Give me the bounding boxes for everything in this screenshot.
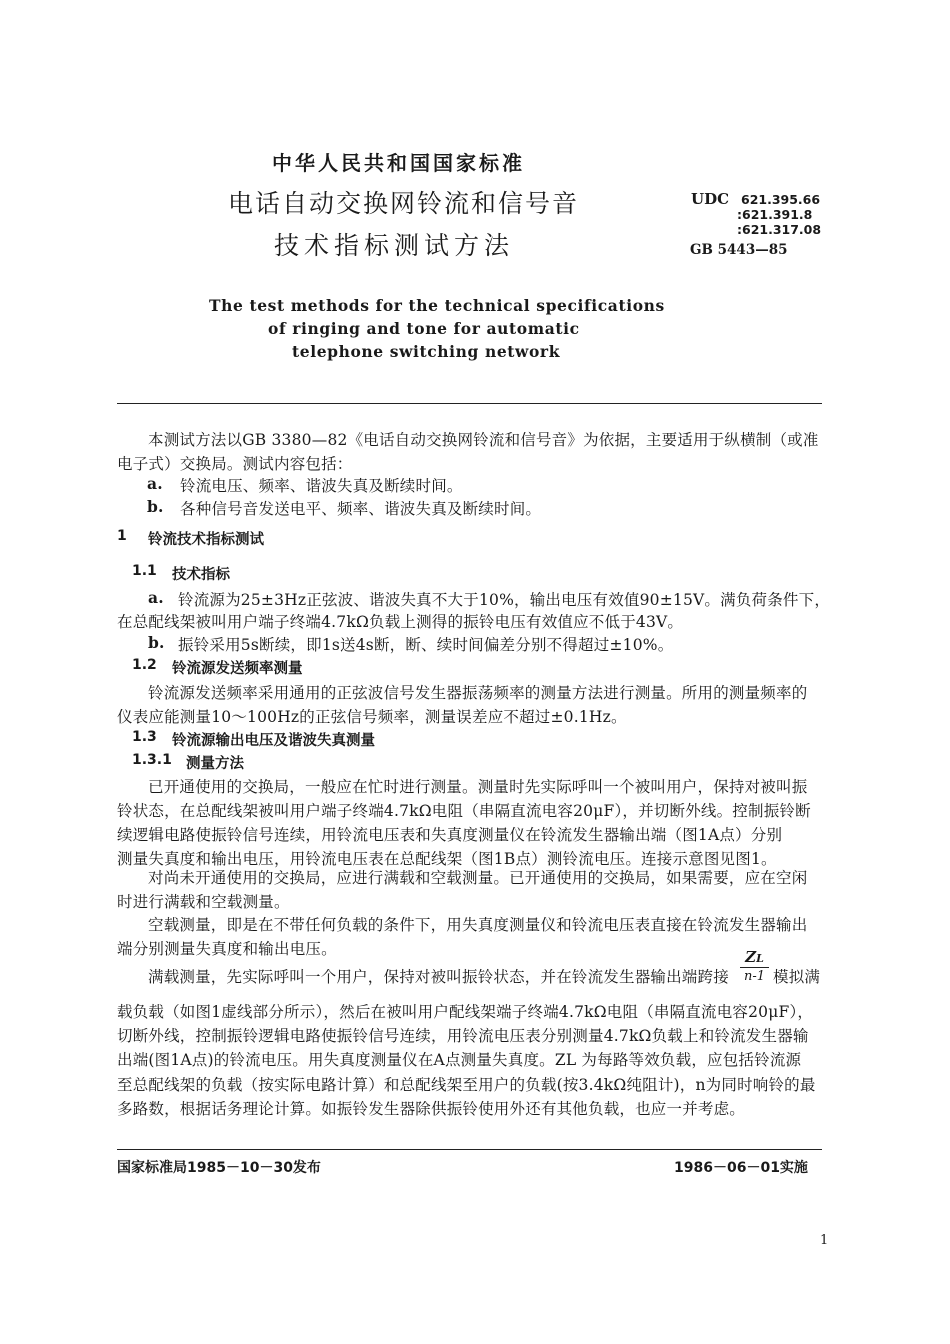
effective-date: 1986－06－01实施: [674, 1160, 808, 1176]
section-1-1-number: 1.1: [132, 563, 157, 579]
section-1-2-line1: 铃流源发送频率采用通用的正弦波信号发生器振荡频率的测量方法进行测量。所用的测量频率的: [148, 684, 808, 702]
section-1-3-heading: 铃流源输出电压及谐波失真测量: [172, 733, 375, 749]
fraction-denominator: n-1: [740, 967, 769, 984]
section-1-1-item-b: 振铃采用5s断续，即1s送4s断，断、续时间偏差分别不得超过±10%。: [178, 636, 674, 654]
intro-item-a-label: a.: [147, 474, 163, 493]
para-4-line4: 出端(图1A点)的铃流电压。用失真度测量仪在A点测量失真度。ZL 为每路等效负载，应包括铃流源: [117, 1051, 802, 1069]
udc-code-3: :621.317.08: [737, 222, 822, 237]
para-4-line1-start: 满载测量，先实际呼叫一个用户，保持对被叫振铃状态，并在铃流发生器输出端跨接: [148, 968, 729, 986]
para-1-line3: 续逻辑电路使振铃信号连续，用铃流电压表和失真度测量仪在铃流发生器输出端（图1A点）分别: [117, 826, 783, 844]
intro-line-1: 本测试方法以GB 3380—82《电话自动交换网铃流和信号音》为依据，主要适用于纵横制（或准: [148, 431, 819, 449]
para-2-line2: 时进行满载和空载测量。: [117, 893, 290, 911]
section-1-2-number: 1.2: [132, 657, 157, 673]
udc-code-1: 621.395.66: [741, 192, 821, 207]
section-1-number: 1: [117, 528, 127, 544]
para-4-line3: 切断外线，控制振铃逻辑电路使振铃信号连续，用铃流电压表分别测量4.7kΩ负载上和铃流发生器输: [117, 1027, 809, 1045]
para-1-line2: 铃状态，在总配线架被叫用户端子终端4.7kΩ电阻（串隔直流电容20μF），并切断外线。控制振铃断: [117, 802, 811, 820]
section-1-2-line2: 仪表应能测量10～100Hz的正弦信号频率，测量误差应不超过±0.1Hz。: [117, 708, 627, 726]
udc-code-2: :621.391.8: [737, 207, 813, 222]
section-1-3-number: 1.3: [132, 729, 157, 745]
intro-item-b: 各种信号音发送电平、频率、谐波失真及断续时间。: [180, 500, 542, 518]
para-4-line5: 至总配线架的负载（按实际电路计算）和总配线架至用户的负载(按3.4kΩ纯阻计)，n为同时响铃的最: [117, 1076, 816, 1094]
para-4-line1-end: 模拟满: [773, 968, 821, 986]
fraction-numerator: ZL: [745, 948, 764, 966]
page-number: 1: [820, 1233, 829, 1248]
gb-standard-code: GB 5443—85: [690, 242, 788, 258]
section-1-1-item-a-label: a.: [148, 588, 164, 607]
intro-item-a: 铃流电压、频率、谐波失真及断续时间。: [180, 477, 463, 495]
para-4-line6: 多路数，根据话务理论计算。如振铃发生器除供振铃使用外还有其他负载，也应一并考虑。: [117, 1100, 746, 1118]
section-1-3-1-heading: 测量方法: [186, 756, 244, 772]
intro-item-b-label: b.: [147, 497, 164, 516]
document-title-en-line3: telephone switching network: [292, 342, 561, 361]
document-title-cn-line1: 电话自动交换网铃流和信号音: [228, 189, 580, 218]
section-1-heading: 铃流技术指标测试: [148, 532, 264, 548]
section-1-1-heading: 技术指标: [172, 567, 230, 583]
para-1-line4: 测量失真度和输出电压，用铃流电压表在总配线架（图1B点）测铃流电压。连接示意图见图1。: [117, 850, 777, 868]
para-1-line1: 已开通使用的交换局，一般应在忙时进行测量。测量时先实际呼叫一个被叫用户，保持对被叫振: [148, 778, 808, 796]
document-title-en-line1: The test methods for the technical specifications: [209, 296, 665, 315]
issuing-country-title: 中华人民共和国国家标准: [272, 151, 525, 175]
section-1-1-item-a-line1: 铃流源为25±3Hz正弦波、谐波失真不大于10%，输出电压有效值90±15V。满负荷条件下，: [178, 591, 831, 609]
issued-date: 国家标准局1985－10－30发布: [117, 1160, 321, 1176]
para-3-line2: 端分别测量失真度和输出电压。: [117, 940, 337, 958]
document-title-cn-line2: 技术指标测试方法: [274, 231, 515, 260]
header-divider: [117, 403, 822, 404]
udc-label: UDC: [691, 190, 730, 208]
footer-divider: [117, 1149, 822, 1150]
para-2-line1: 对尚未开通使用的交换局，应进行满载和空载测量。已开通使用的交换局，如果需要，应在空闲: [148, 869, 808, 887]
para-4-line2: 载负载（如图1虚线部分所示），然后在被叫用户配线架端子终端4.7kΩ电阻（串隔直流电容20μF），: [117, 1003, 814, 1021]
load-fraction-formula: [740, 948, 769, 984]
section-1-1-item-b-label: b.: [148, 633, 165, 652]
intro-line-2: 电子式）交换局。测试内容包括：: [117, 455, 353, 473]
section-1-3-1-number: 1.3.1: [132, 752, 172, 768]
para-3-line1: 空载测量，即是在不带任何负载的条件下，用失真度测量仪和铃流电压表直接在铃流发生器输出: [148, 916, 808, 934]
document-title-en-line2: of ringing and tone for automatic: [268, 319, 580, 338]
section-1-2-heading: 铃流源发送频率测量: [172, 661, 303, 677]
section-1-1-item-a-line2: 在总配线架被叫用户端子终端4.7kΩ负载上测得的振铃电压有效值应不低于43V。: [117, 613, 684, 631]
